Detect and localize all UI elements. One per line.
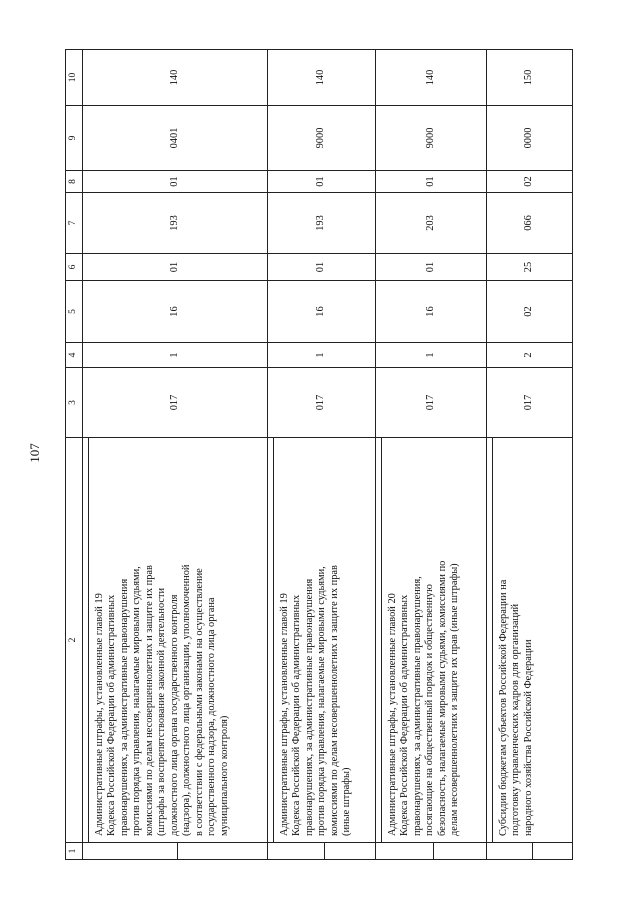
code-cell-7: 203 (376, 193, 487, 254)
header-cell: 3 (66, 368, 83, 438)
header-cell: 9 (66, 106, 83, 171)
table-row (487, 50, 573, 860)
description-line: муниципального контроля) (218, 715, 230, 836)
description-line: Административные штрафы, установленные главой 19 (94, 593, 105, 836)
code-cell-8: 01 (268, 171, 376, 193)
header-cell: 5 (66, 281, 83, 343)
description-cell (83, 438, 268, 843)
description-line: (надзора), должностного лица организации, уполномоченной (181, 564, 193, 836)
code-cell-5: 16 (376, 281, 487, 343)
code-cell-4: 1 (376, 343, 487, 368)
table-row (83, 50, 268, 860)
code-cell-9: 0401 (83, 106, 268, 171)
code-cell-8: 02 (487, 171, 573, 193)
code-cell-5: 16 (83, 281, 268, 343)
description-line: безопасность, налагаемые мировыми судьями, комиссиями по (436, 560, 448, 836)
rotated-table-wrapper (65, 50, 595, 860)
budget-classification-table (65, 49, 573, 860)
code-cell-6: 01 (376, 254, 487, 281)
description-line: правонарушениях, за административные правонарушения, (411, 576, 423, 836)
code-cell-9: 9000 (268, 106, 376, 171)
description-line: делам несовершеннолетних и защите их прав (иные штрафы) (449, 563, 461, 836)
description-line: (штрафы за воспрепятствование законной деятельности (156, 587, 168, 836)
header-cell: 2 (66, 438, 83, 843)
page-number (23, 436, 47, 470)
description-line: против порядка управления, налагаемые мировыми судьями, (316, 566, 328, 836)
description-line: комиссиями по делам несовершеннолетних и защите их прав (328, 565, 340, 836)
row-number-cell (487, 843, 573, 860)
code-cell-6: 01 (83, 254, 268, 281)
code-cell-4: 2 (487, 343, 573, 368)
code-cell-7: 193 (268, 193, 376, 254)
description-line: Кодекса Российской Федерации об административных (106, 594, 118, 836)
code-cell-7: 193 (83, 193, 268, 254)
code-cell-5: 02 (487, 281, 573, 343)
description-line: Субсидии бюджетам субъектов Российской Федерации на (498, 579, 509, 836)
description-line: правонарушениях, за административные правонарушения (118, 578, 130, 836)
description-cell (487, 438, 573, 843)
description-line: (иные штрафы) (341, 767, 353, 836)
page-number-text: 107 (27, 443, 42, 463)
header-cell: 6 (66, 254, 83, 281)
table-row (268, 50, 376, 860)
description-cell (268, 438, 376, 843)
code-cell-4: 1 (83, 343, 268, 368)
description-line: государственного надзора, должностного лица органа (206, 597, 218, 836)
code-cell-8: 01 (83, 171, 268, 193)
code-cell-9: 0000 (487, 106, 573, 171)
header-cell: 4 (66, 343, 83, 368)
description-line: правонарушениях, за административные правонарушения (303, 578, 315, 836)
code-cell-3: 017 (268, 368, 376, 438)
header-cell: 1 (66, 843, 83, 860)
code-cell-10: 140 (268, 50, 376, 106)
row-number-cell (268, 843, 376, 860)
code-cell-3: 017 (376, 368, 487, 438)
description-line: против порядка управления, налагаемые мировыми судьями, (131, 566, 143, 836)
code-cell-10: 150 (487, 50, 573, 106)
description-line: комиссиями по делам несовершеннолетних и защите их прав (143, 565, 155, 836)
code-cell-7: 066 (487, 193, 573, 254)
code-cell-8: 01 (376, 171, 487, 193)
header-row (66, 50, 83, 860)
description-cell (376, 438, 487, 843)
row-number-cell (83, 843, 268, 860)
description-line: народного хозяйства Российской Федерации (522, 639, 534, 836)
description-line: должностного лица органа государственного контроля (168, 594, 180, 836)
code-cell-10: 140 (376, 50, 487, 106)
description-line: в соответствии с федеральными законами на осуществление (193, 568, 205, 836)
code-cell-9: 9000 (376, 106, 487, 171)
description-line: Кодекса Российской Федерации об административных (291, 594, 303, 836)
row-number-cell (376, 843, 487, 860)
description-line: посягающие на общественный порядок и общественную (424, 584, 436, 836)
code-cell-3: 017 (487, 368, 573, 438)
header-cell: 10 (66, 50, 83, 106)
code-cell-6: 01 (268, 254, 376, 281)
code-cell-6: 25 (487, 254, 573, 281)
description-line: подготовку управленческих кадров для организаций (510, 603, 522, 836)
description-line: Административные штрафы, установленные главой 19 (279, 593, 290, 836)
table-row (376, 50, 487, 860)
description-line: Кодекса Российской Федерации об административных (399, 594, 411, 836)
description-line: Административные штрафы, установленные главой 20 (387, 593, 398, 836)
header-cell: 7 (66, 193, 83, 254)
code-cell-4: 1 (268, 343, 376, 368)
code-cell-5: 16 (268, 281, 376, 343)
code-cell-3: 017 (83, 368, 268, 438)
header-cell: 8 (66, 171, 83, 193)
code-cell-10: 140 (83, 50, 268, 106)
